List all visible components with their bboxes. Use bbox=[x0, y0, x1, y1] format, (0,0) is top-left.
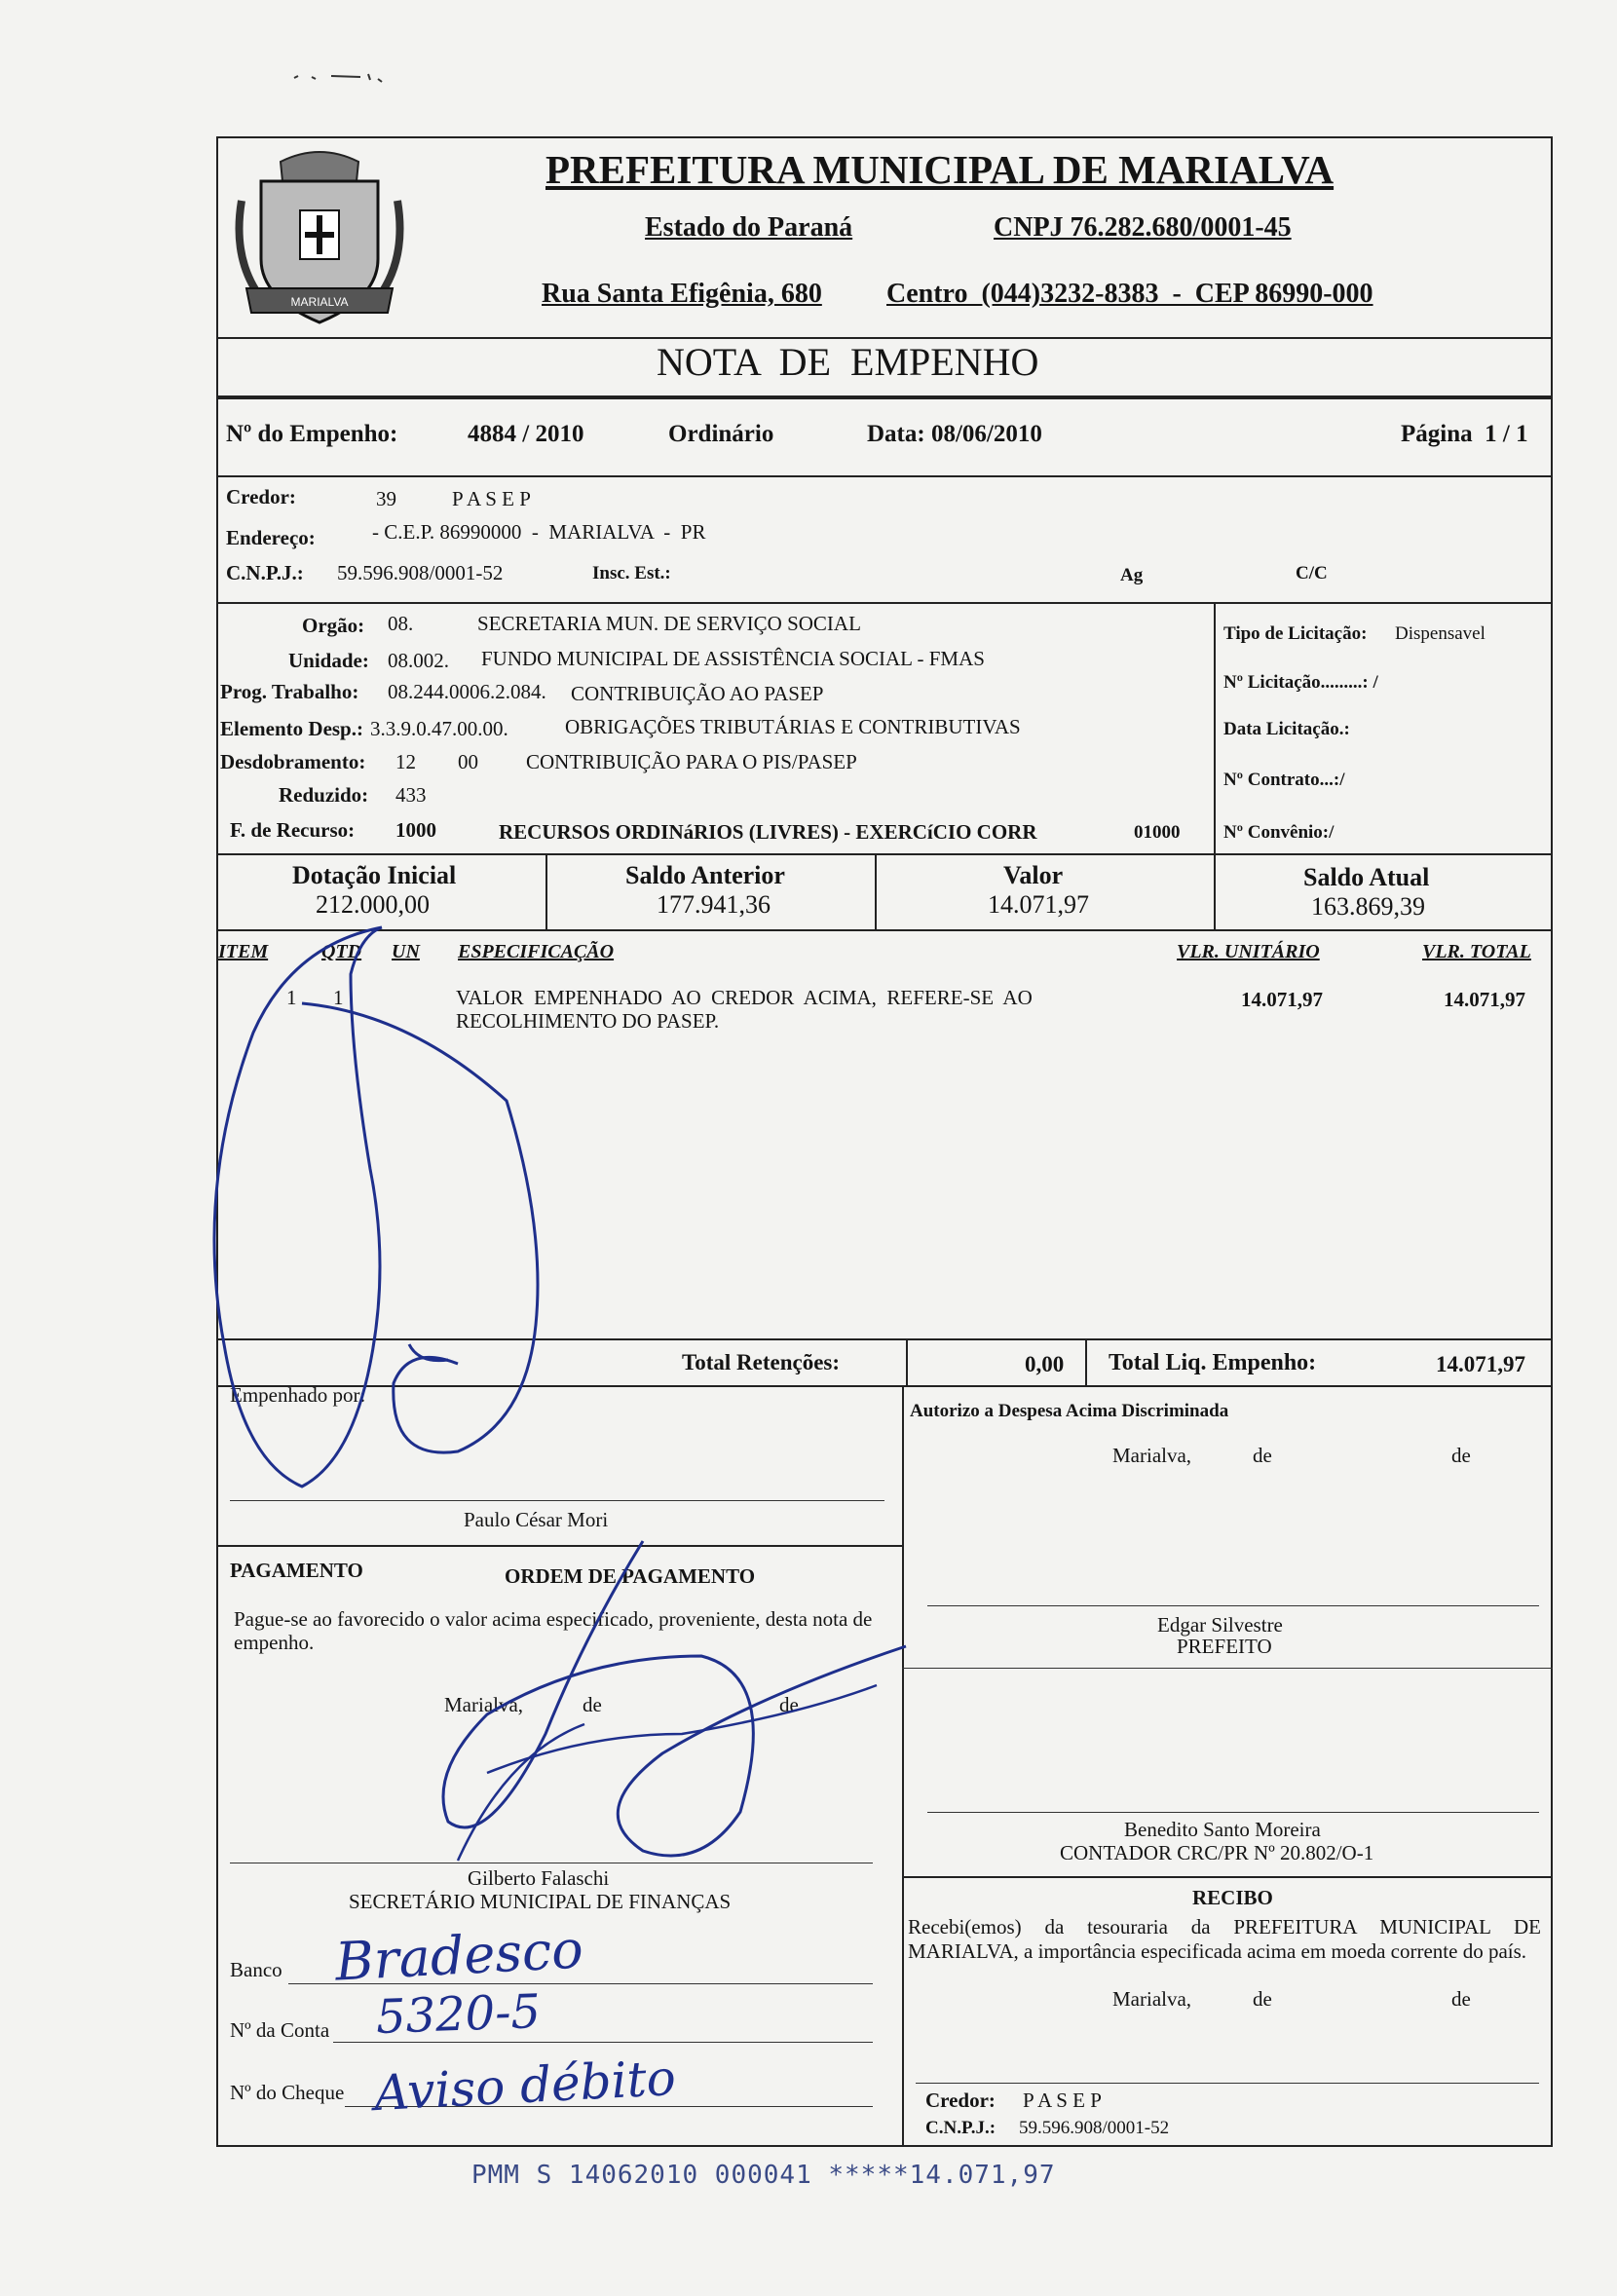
pagamento-label: PAGAMENTO bbox=[230, 1559, 363, 1582]
prog-label: Prog. Trabalho: bbox=[220, 680, 359, 703]
credor-name: P A S E P bbox=[452, 487, 531, 510]
empenho-type: Ordinário bbox=[668, 421, 774, 447]
empenho-num-label: Nº do Empenho: bbox=[226, 421, 398, 447]
banco-label: Banco bbox=[230, 1958, 282, 1981]
divider bbox=[216, 853, 1553, 855]
total-liq-value: 14.071,97 bbox=[1436, 1352, 1525, 1376]
recurso-desc: RECURSOS ORDINáRIOS (LIVRES) - EXERCíCIO CORR bbox=[499, 820, 1037, 844]
total-retencoes-value: 0,00 bbox=[1025, 1352, 1065, 1376]
divider bbox=[906, 1338, 908, 1385]
prefeito-title: PREFEITO bbox=[1177, 1635, 1272, 1658]
col-total-header: VLR. TOTAL bbox=[1422, 941, 1531, 962]
empenhado-label: Empenhado por: bbox=[230, 1383, 366, 1407]
divider bbox=[875, 853, 877, 929]
cc-label: C/C bbox=[1296, 563, 1328, 583]
divider bbox=[902, 1385, 904, 2147]
saldo-atual-label: Saldo Atual bbox=[1303, 863, 1430, 891]
recibo-text: Recebi(emos) da tesouraria da PREFEITURA MUNICIPAL DE MARIALVA, a importância especificada acima em moeda corrente do país. bbox=[908, 1915, 1541, 1963]
credor-code: 39 bbox=[376, 487, 396, 510]
valor-label: Valor bbox=[1003, 861, 1064, 889]
dotacao-value: 212.000,00 bbox=[316, 890, 430, 919]
desdobramento-sub: 00 bbox=[458, 750, 478, 773]
pagamento-text: Pague-se ao favorecido o valor acima especificado, proveniente, desta nota de empenho. bbox=[234, 1607, 873, 1654]
recibo-cnpj-label: C.N.P.J.: bbox=[925, 2118, 997, 2138]
payment-stamp: PMM S 14062010 000041 *****14.071,97 bbox=[471, 2161, 1056, 2190]
conta-label: Nº da Conta bbox=[230, 2018, 330, 2042]
prefeito-name: Edgar Silvestre bbox=[1157, 1613, 1283, 1637]
item-total-value: 14.071,97 bbox=[1444, 988, 1525, 1011]
reduzido-value: 433 bbox=[395, 783, 427, 807]
unidade-label: Unidade: bbox=[288, 649, 369, 672]
cheque-label: Nº do Cheque bbox=[230, 2081, 345, 2104]
recibo-cnpj-value: 59.596.908/0001-52 bbox=[1019, 2118, 1170, 2138]
endereco-label: Endereço: bbox=[226, 526, 316, 549]
divider bbox=[216, 1385, 1553, 1387]
recibo-label: RECIBO bbox=[1192, 1886, 1273, 1909]
contador-name: Benedito Santo Moreira bbox=[1124, 1818, 1321, 1841]
unidade-code: 08.002. bbox=[388, 649, 449, 672]
orgao-label: Orgão: bbox=[302, 614, 365, 637]
orgao-desc: SECRETARIA MUN. DE SERVIÇO SOCIAL bbox=[477, 612, 861, 635]
unidade-desc: FUNDO MUNICIPAL DE ASSISTÊNCIA SOCIAL - FMAS bbox=[481, 647, 985, 670]
divider bbox=[1214, 853, 1216, 929]
coat-of-arms-icon bbox=[232, 142, 407, 337]
cnpj-label: C.N.P.J.: bbox=[226, 561, 304, 584]
autorizo-label: Autorizo a Despesa Acima Discriminada bbox=[910, 1401, 1229, 1421]
tipo-licitacao-value: Dispensavel bbox=[1395, 623, 1485, 644]
empenho-page: Página 1 / 1 bbox=[1401, 421, 1528, 447]
autorizo-de2: de bbox=[1451, 1444, 1471, 1467]
reduzido-label: Reduzido: bbox=[279, 783, 369, 807]
total-retencoes-label: Total Retenções: bbox=[682, 1350, 841, 1374]
data-licitacao: Data Licitação.: bbox=[1223, 719, 1350, 739]
item-spec-line1: VALOR EMPENHADO AO CREDOR ACIMA, REFERE-SE AO bbox=[456, 986, 1033, 1009]
conta-handwriting: 5320-5 bbox=[375, 1984, 542, 2045]
divider bbox=[545, 853, 547, 929]
signature-line bbox=[927, 1605, 1539, 1606]
prog-desc: CONTRIBUIÇÃO AO PASEP bbox=[571, 682, 824, 705]
divider bbox=[216, 395, 1553, 399]
recurso-code: 1000 bbox=[395, 818, 436, 842]
contador-title: CONTADOR CRC/PR Nº 20.802/O-1 bbox=[1060, 1841, 1374, 1864]
item-unit-value: 14.071,97 bbox=[1241, 988, 1323, 1011]
banco-handwriting: Bradesco bbox=[333, 1918, 585, 1993]
endereco-value: - C.E.P. 86990000 - MARIALVA - PR bbox=[372, 520, 706, 544]
orgao-code: 08. bbox=[388, 612, 414, 635]
scan-mark bbox=[292, 70, 409, 84]
cheque-handwriting: Aviso débito bbox=[372, 2049, 678, 2123]
col-un-header: UN bbox=[392, 941, 420, 962]
divider bbox=[216, 1545, 902, 1547]
item-number: 1 bbox=[286, 986, 297, 1009]
col-unit-header: VLR. UNITÁRIO bbox=[1177, 941, 1320, 962]
state-name: Estado do Paraná bbox=[645, 212, 853, 243]
insc-label: Insc. Est.: bbox=[592, 563, 671, 583]
cnpj-header: CNPJ 76.282.680/0001-45 bbox=[994, 212, 1292, 243]
recurso-label: F. de Recurso: bbox=[230, 818, 356, 842]
item-qtd: 1 bbox=[333, 986, 344, 1009]
valor-value: 14.071,97 bbox=[988, 890, 1089, 919]
col-item-header: ITEM bbox=[218, 941, 269, 962]
signature-line bbox=[927, 1812, 1539, 1813]
num-contrato: Nº Contrato...:/ bbox=[1223, 770, 1345, 790]
total-liq-label: Total Liq. Empenho: bbox=[1109, 1350, 1317, 1375]
pagamento-city: Marialva, bbox=[444, 1693, 524, 1716]
autorizo-de1: de bbox=[1253, 1444, 1272, 1467]
doc-title: NOTA DE EMPENHO bbox=[657, 340, 1039, 384]
divider bbox=[216, 602, 1553, 604]
secretario-title: SECRETÁRIO MUNICIPAL DE FINANÇAS bbox=[349, 1890, 732, 1913]
recibo-de2: de bbox=[1451, 1987, 1471, 2011]
saldo-anterior-label: Saldo Anterior bbox=[625, 861, 785, 889]
divider bbox=[216, 929, 1553, 931]
pagamento-de1: de bbox=[583, 1693, 602, 1716]
empenhado-name: Paulo César Mori bbox=[464, 1508, 609, 1531]
divider bbox=[902, 1876, 1553, 1878]
cnpj-value: 59.596.908/0001-52 bbox=[337, 561, 504, 584]
divider bbox=[1214, 602, 1216, 853]
recibo-credor-value: P A S E P bbox=[1023, 2089, 1102, 2112]
elemento-label: Elemento Desp.: bbox=[220, 717, 363, 740]
secretario-name: Gilberto Falaschi bbox=[468, 1866, 610, 1890]
recibo-de1: de bbox=[1253, 1987, 1272, 2011]
desdobramento-code: 12 bbox=[395, 750, 416, 773]
divider bbox=[216, 475, 1553, 477]
ordem-pagamento-label: ORDEM DE PAGAMENTO bbox=[505, 1564, 756, 1588]
divider bbox=[1085, 1338, 1087, 1385]
col-qtd-header: QTD bbox=[321, 941, 362, 962]
dotacao-label: Dotação Inicial bbox=[292, 861, 457, 889]
recurso-sub: 01000 bbox=[1134, 822, 1181, 843]
page-title: PREFEITURA MUNICIPAL DE MARIALVA bbox=[545, 147, 1335, 192]
recibo-city: Marialva, bbox=[1112, 1987, 1192, 2011]
item-spec-line2: RECOLHIMENTO DO PASEP. bbox=[456, 1009, 720, 1033]
ag-label: Ag bbox=[1120, 565, 1144, 585]
desdobramento-label: Desdobramento: bbox=[220, 750, 366, 773]
saldo-atual-value: 163.869,39 bbox=[1311, 892, 1425, 921]
tipo-licitacao-label: Tipo de Licitação: bbox=[1223, 623, 1368, 644]
divider bbox=[216, 1338, 1553, 1340]
prog-code: 08.244.0006.2.084. bbox=[388, 680, 546, 703]
num-convenio: Nº Convênio:/ bbox=[1223, 822, 1335, 843]
recibo-credor-label: Credor: bbox=[925, 2089, 996, 2112]
saldo-anterior-value: 177.941,36 bbox=[657, 890, 771, 919]
pagamento-de2: de bbox=[779, 1693, 799, 1716]
credor-label: Credor: bbox=[226, 485, 296, 508]
empenho-date: Data: 08/06/2010 bbox=[867, 421, 1042, 447]
elemento-desc: OBRIGAÇÕES TRIBUTÁRIAS E CONTRIBUTIVAS bbox=[565, 715, 1021, 738]
svg-text:MARIALVA: MARIALVA bbox=[290, 295, 349, 309]
desdobramento-desc: CONTRIBUIÇÃO PARA O PIS/PASEP bbox=[526, 750, 857, 773]
divider bbox=[902, 1668, 1553, 1669]
empenho-num-value: 4884 / 2010 bbox=[468, 421, 584, 447]
address: Rua Santa Efigênia, 680 bbox=[542, 279, 822, 309]
autorizo-city: Marialva, bbox=[1112, 1444, 1192, 1467]
signature-line bbox=[916, 2083, 1539, 2084]
elemento-code: 3.3.9.0.47.00.00. bbox=[370, 717, 508, 740]
signature-line bbox=[230, 1500, 884, 1501]
col-spec-header: ESPECIFICAÇÃO bbox=[458, 941, 615, 962]
address-rest: Centro (044)3232-8383 - CEP 86990-000 bbox=[886, 279, 1373, 309]
num-licitacao: Nº Licitação.........: / bbox=[1223, 672, 1378, 693]
